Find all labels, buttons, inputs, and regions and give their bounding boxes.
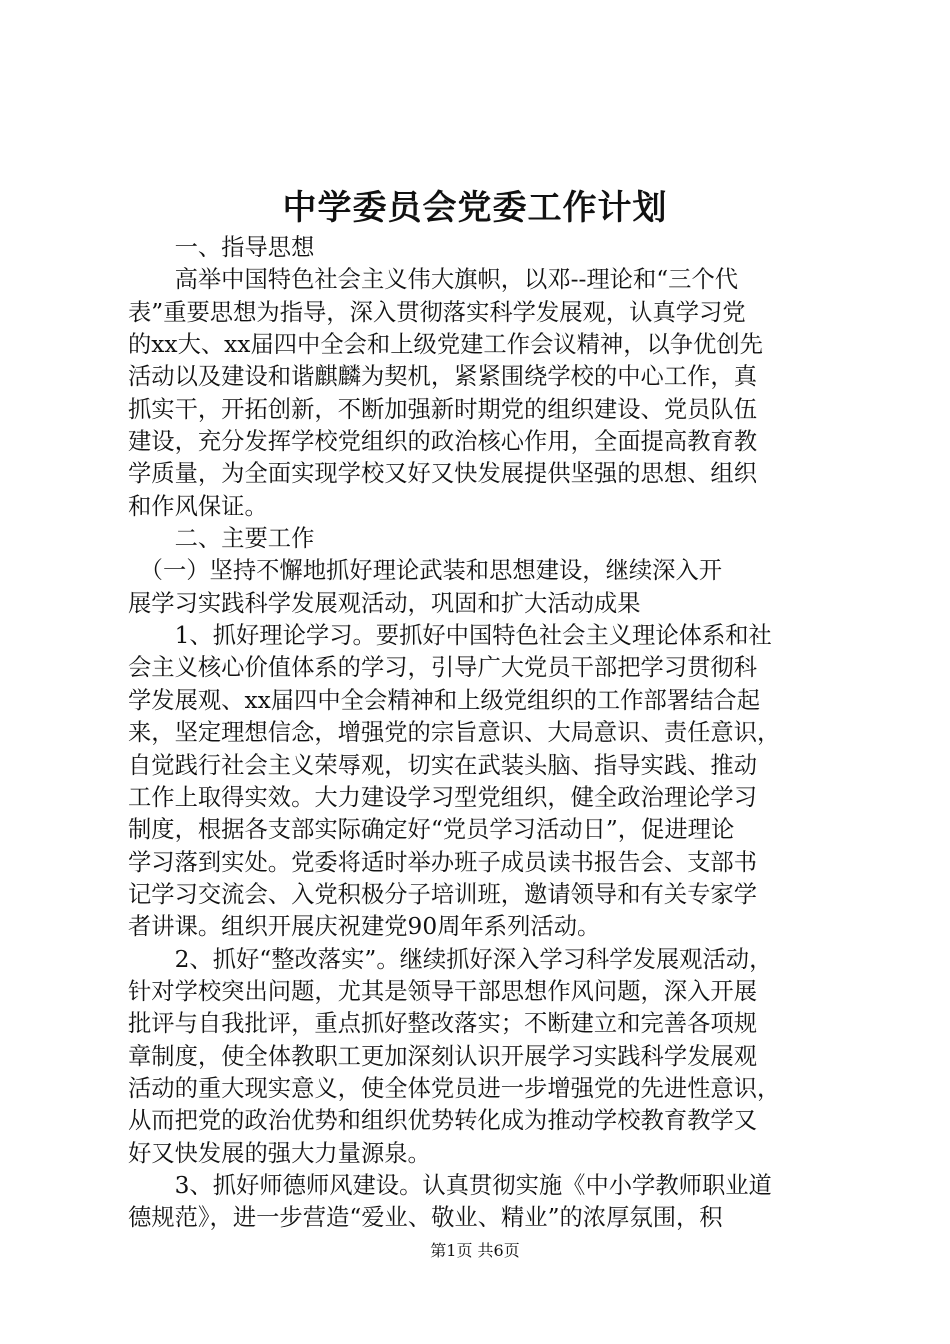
text-line: 批评与自我批评，重点抓好整改落实；不断建立和完善各项规 bbox=[128, 1010, 758, 1038]
text-line: 学习落到实处。党委将适时举办班子成员读书报告会、支部书 bbox=[128, 848, 758, 876]
text-line: 高举中国特色社会主义伟大旗帜，以邓--理论和“三个代 bbox=[128, 266, 739, 294]
text-line: 针对学校突出问题，尤其是领导干部思想作风问题，深入开展 bbox=[128, 977, 758, 1005]
text-line: 德规范》，进一步营造“爱业、敬业、精业”的浓厚氛围，积 bbox=[128, 1204, 723, 1232]
text-line: 表”重要思想为指导，深入贯彻落实科学发展观，认真学习党 bbox=[128, 298, 746, 326]
page-footer: 第1页 共6页 bbox=[430, 1241, 520, 1260]
text-line: 1、抓好理论学习。要抓好中国特色社会主义理论体系和社 bbox=[128, 622, 772, 650]
text-line: 从而把党的政治优势和组织优势转化成为推动学校教育教学又 bbox=[128, 1107, 758, 1135]
text-line: 会主义核心价值体系的学习，引导广大党员干部把学习贯彻科 bbox=[128, 654, 758, 682]
text-line: 3、抓好师德师风建设。认真贯彻实施《中小学教师职业道 bbox=[128, 1171, 772, 1199]
text-line: 和作风保证。 bbox=[128, 492, 268, 520]
text-line: 一、指导思想 bbox=[128, 234, 315, 261]
text-line: 2、抓好“整改落实”。继续抓好深入学习科学发展观活动， bbox=[128, 945, 773, 973]
document-body bbox=[128, 232, 834, 1235]
text-line: 者讲课。组织开展庆祝建党90周年系列活动。 bbox=[128, 913, 601, 941]
document-title: 中学委员会党委工作计划 bbox=[282, 188, 668, 228]
text-line: 学发展观、xx届四中全会精神和上级党组织的工作部署结合起 bbox=[128, 686, 760, 714]
text-line: 二、主要工作 bbox=[128, 525, 315, 553]
text-line: 建设，充分发挥学校党组织的政治核心作用，全面提高教育教 bbox=[128, 428, 758, 456]
text-line: 来，坚定理想信念，增强党的宗旨意识、大局意识、责任意识， bbox=[128, 719, 781, 747]
text-line: （一）坚持不懈地抓好理论武装和思想建设，继续深入开 bbox=[128, 557, 723, 585]
text-line: 活动以及建设和谐麒麟为契机，紧紧围绕学校的中心工作，真 bbox=[128, 363, 758, 391]
text-line: 记学习交流会、入党积极分子培训班，邀请领导和有关专家学 bbox=[128, 880, 758, 908]
text-line: 章制度，使全体教职工更加深刻认识开展学习实践科学发展观 bbox=[128, 1042, 758, 1070]
text-line: 制度，根据各支部实际确定好“党员学习活动日”，促进理论 bbox=[128, 816, 735, 844]
text-line: 活动的重大现实意义，使全体党员进一步增强党的先进性意识， bbox=[128, 1074, 781, 1102]
text-line: 工作上取得实效。大力建设学习型党组织，健全政治理论学习 bbox=[128, 783, 758, 811]
text-line: 自觉践行社会主义荣辱观，切实在武装头脑、指导实践、推动 bbox=[128, 751, 758, 779]
text-line: 好又快发展的强大力量源泉。 bbox=[128, 1139, 431, 1167]
text-line: 抓实干，开拓创新，不断加强新时期党的组织建设、党员队伍 bbox=[128, 395, 758, 423]
text-line: 展学习实践科学发展观活动，巩固和扩大活动成果 bbox=[128, 589, 641, 617]
text-line: 的xx大、xx届四中全会和上级党建工作会议精神，以争优创先 bbox=[128, 331, 763, 359]
text-line: 学质量，为全面实现学校又好又快发展提供坚强的思想、组织 bbox=[128, 460, 758, 488]
